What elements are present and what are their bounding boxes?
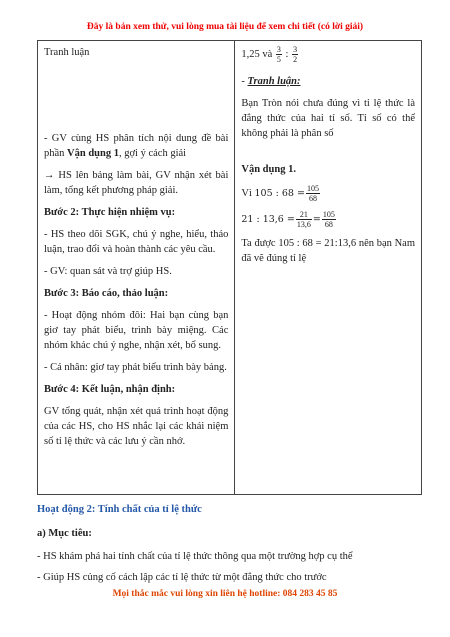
- apply-title: Vận dụng 1.: [241, 164, 296, 175]
- left-para-6: - Cá nhân: giơ tay phát biểu trình bày bảng.: [44, 362, 227, 373]
- left-para-7: GV tổng quát, nhận xét quá trình hoạt động của các HS, cho HS nhắc lại các khái niệm số tỉ lệ thức và các lưu ý cần nhớ.: [44, 406, 229, 447]
- preview-notice: Đây là bản xem thử, vui lòng mua tài liệu để xem chi tiết (có lời giải): [86, 22, 364, 32]
- fraction-21-13-6: $\frac{21}{13,6}$: [296, 210, 311, 229]
- hotline-notice: Mọi thắc mắc vui lòng xin liên hệ hotline: 084 283 45 85: [112, 589, 338, 599]
- fraction-3-2: $\frac{3}{2}$: [293, 45, 298, 64]
- left-para-5: - Hoạt động nhóm đôi: Hai bạn cùng bạn giơ tay phát biểu, trình bày miệng. Các nhóm khác chú ý nghe, nhận xét, bổ sung.: [44, 310, 229, 351]
- fraction-3-5: $\frac{3}{5}$: [276, 45, 281, 64]
- left-para-4: - GV: quan sát và trợ giúp HS.: [44, 266, 172, 277]
- step-2-heading: Bước 2: Thực hiện nhiệm vụ:: [44, 207, 176, 218]
- left-para-1: - GV cùng HS phân tích nội dung đề bài phần Vận dụng 1, gợi ý cách giải: [44, 133, 229, 159]
- equation-2: 21 : 13,6 = $\frac{21}{13,6}$ = $\frac{105}{68}$: [241, 210, 335, 229]
- debate-text: Bạn Tròn nói chưa đúng vì tỉ lệ thức là đẳng thức của hai tỉ số. Tỉ số có thể không phải là phân số: [241, 98, 415, 139]
- ratio-pair: 1,25 và $\frac{3}{5}$ : $\frac{3}{2}$: [241, 45, 298, 64]
- goal-title: a) Mục tiêu:: [37, 528, 92, 539]
- left-heading: Tranh luận: [44, 47, 90, 58]
- apply-ref: Vận dụng 1: [67, 148, 119, 159]
- step-4-heading: Bước 4: Kết luận, nhận định:: [44, 384, 176, 395]
- fraction-105-68-b: $\frac{105}{68}$: [322, 210, 335, 229]
- lesson-table: [37, 40, 422, 495]
- conclusion: Ta được 105 : 68 = 21:13,6 nên bạn Nam đã vẽ đúng tỉ lệ: [241, 238, 415, 264]
- equation-1: Vì 105 : 68 = $\frac{105}{68}$: [241, 184, 319, 203]
- goal-1: - HS khám phá hai tính chất của tỉ lệ thức thông qua một trường hợp cụ thể: [37, 551, 353, 562]
- fraction-105-68: $\frac{105}{68}$: [306, 184, 319, 203]
- debate-label: - Tranh luận:: [241, 76, 301, 87]
- step-3-heading: Bước 3: Báo cáo, thảo luận:: [44, 288, 169, 299]
- left-para-2: → HS lên bảng làm bài, GV nhận xét bài làm, tổng kết phương pháp giải.: [44, 170, 229, 196]
- activity-2-title: Hoạt động 2: Tính chất của tỉ lệ thức: [37, 504, 202, 515]
- goal-2: - Giúp HS củng cố cách lập các tỉ lệ thức từ một đẳng thức cho trước: [37, 572, 327, 583]
- student-product-column: [235, 41, 422, 495]
- left-para-3: - HS theo dõi SGK, chú ý nghe, hiểu, thảo luận, trao đổi và hoàn thành các yêu cầu.: [44, 229, 229, 255]
- teacher-activity-column: [38, 41, 235, 495]
